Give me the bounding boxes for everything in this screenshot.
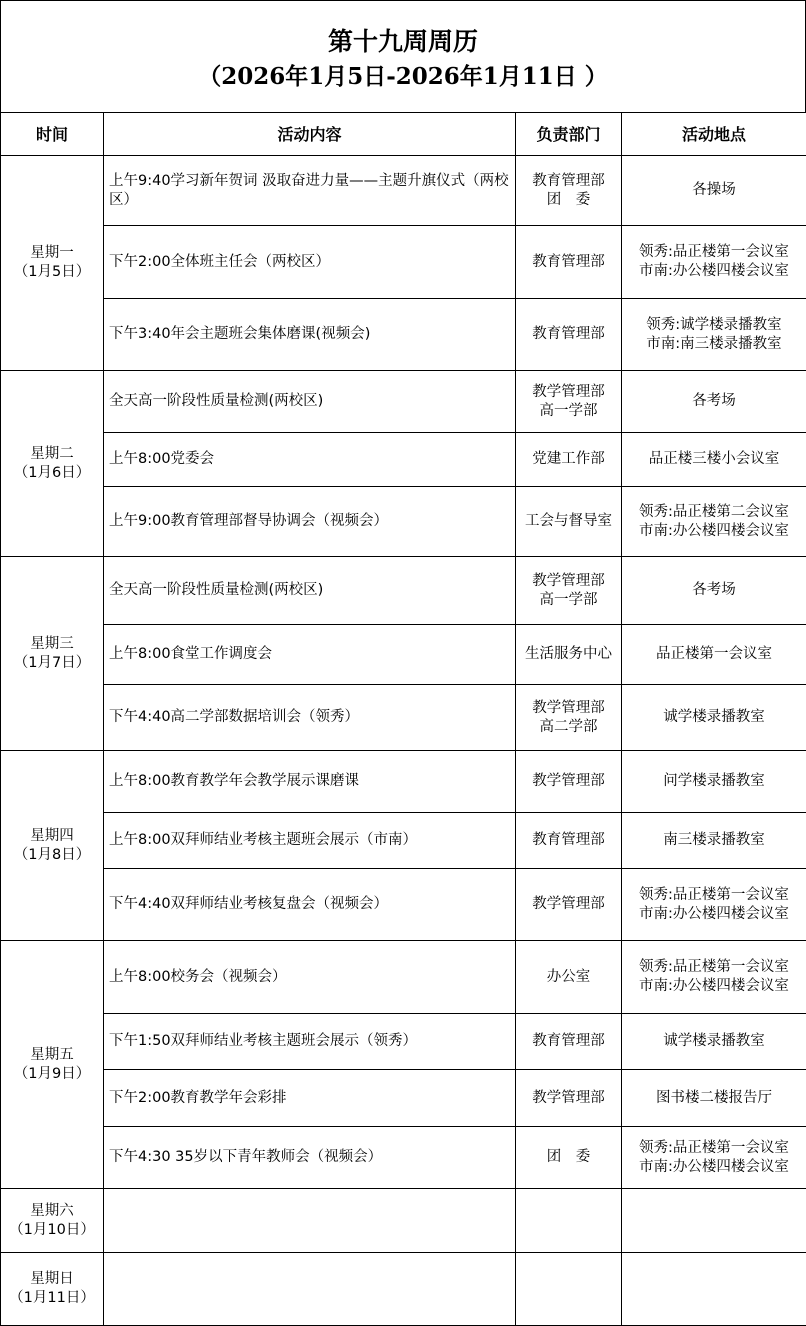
day-date: （1月10日） xyxy=(1,1221,103,1240)
day-cell xyxy=(1,156,104,371)
event-row xyxy=(1,625,806,685)
activity-location xyxy=(622,625,806,685)
activity-content: 上午8:00校务会（视频会） xyxy=(104,941,516,1014)
location-line: 品正楼三楼小会议室 xyxy=(622,450,806,469)
responsible-department xyxy=(516,156,622,226)
activity-location xyxy=(622,1127,806,1189)
responsible-department xyxy=(516,751,622,813)
activity-content: 下午2:00全体班主任会（两校区） xyxy=(104,226,516,299)
event-row xyxy=(1,1070,806,1127)
activity-location xyxy=(622,371,806,433)
activity-content: 全天高一阶段性质量检测(两校区) xyxy=(104,557,516,625)
day-name: 星期三 xyxy=(1,635,103,654)
responsible-department xyxy=(516,1127,622,1189)
location-line: 诚学楼录播教室 xyxy=(622,1032,806,1051)
activity-content: 上午8:00教育教学年会教学展示课磨课 xyxy=(104,751,516,813)
department-line: 团 委 xyxy=(516,191,621,210)
activity-location xyxy=(622,751,806,813)
activity-content: 下午3:40年会主题班会集体磨课(视频会) xyxy=(104,299,516,371)
department-line: 高一学部 xyxy=(516,402,621,421)
responsible-department xyxy=(516,1070,622,1127)
activity-content: 上午8:00党委会 xyxy=(104,433,516,487)
activity-location xyxy=(622,685,806,751)
location-line: 领秀:品正楼第一会议室 xyxy=(622,243,806,262)
day-date: （1月11日） xyxy=(1,1289,103,1308)
location-line: 市南:办公楼四楼会议室 xyxy=(622,522,806,541)
department-line: 教学管理部 xyxy=(516,1089,621,1108)
header-department: 负责部门 xyxy=(516,113,622,156)
department-line: 教育管理部 xyxy=(516,831,621,850)
event-row xyxy=(1,156,806,226)
event-row xyxy=(1,487,806,557)
responsible-department xyxy=(516,1253,622,1326)
event-row xyxy=(1,685,806,751)
event-row xyxy=(1,299,806,371)
event-row xyxy=(1,1189,806,1253)
event-row xyxy=(1,813,806,869)
activity-content: 下午4:40高二学部数据培训会（领秀） xyxy=(104,685,516,751)
department-line: 生活服务中心 xyxy=(516,645,621,664)
department-line: 团 委 xyxy=(516,1148,621,1167)
department-line: 高一学部 xyxy=(516,591,621,610)
activity-location xyxy=(622,487,806,557)
activity-location xyxy=(622,941,806,1014)
day-name: 星期六 xyxy=(1,1202,103,1221)
activity-content: 上午9:40学习新年贺词 汲取奋进力量——主题升旗仪式（两校区） xyxy=(104,156,516,226)
department-line: 教育管理部 xyxy=(516,172,621,191)
activity-content: 下午4:30 35岁以下青年教师会（视频会） xyxy=(104,1127,516,1189)
activity-location xyxy=(622,813,806,869)
day-name: 星期日 xyxy=(1,1270,103,1289)
event-row xyxy=(1,1253,806,1326)
activity-location xyxy=(622,1070,806,1127)
location-line: 领秀:品正楼第一会议室 xyxy=(622,1139,806,1158)
location-line: 领秀:品正楼第二会议室 xyxy=(622,503,806,522)
day-cell xyxy=(1,557,104,751)
activity-content: 上午9:00教育管理部督导协调会（视频会） xyxy=(104,487,516,557)
day-name: 星期一 xyxy=(1,244,103,263)
location-line: 市南:南三楼录播教室 xyxy=(622,335,806,354)
activity-content xyxy=(104,1253,516,1326)
responsible-department xyxy=(516,685,622,751)
location-line: 各考场 xyxy=(622,392,806,411)
activity-location xyxy=(622,226,806,299)
header-location: 活动地点 xyxy=(622,113,806,156)
responsible-department xyxy=(516,869,622,941)
location-line: 诚学楼录播教室 xyxy=(622,708,806,727)
responsible-department xyxy=(516,557,622,625)
department-line: 办公室 xyxy=(516,968,621,987)
day-date: （1月9日） xyxy=(1,1065,103,1084)
activity-location xyxy=(622,869,806,941)
event-row xyxy=(1,371,806,433)
date-range: （2026年1月5日-2026年1月11日 ） xyxy=(1,62,805,92)
department-line: 教学管理部 xyxy=(516,699,621,718)
activity-location xyxy=(622,156,806,226)
location-line: 问学楼录播教室 xyxy=(622,772,806,791)
department-line: 教育管理部 xyxy=(516,1032,621,1051)
page-title: 第十九周周历 xyxy=(1,27,805,57)
location-line: 各操场 xyxy=(622,181,806,200)
day-name: 星期二 xyxy=(1,445,103,464)
responsible-department xyxy=(516,941,622,1014)
day-cell xyxy=(1,941,104,1189)
event-row xyxy=(1,433,806,487)
day-cell xyxy=(1,751,104,941)
activity-location xyxy=(622,1014,806,1070)
activity-content: 下午4:40双拜师结业考核复盘会（视频会） xyxy=(104,869,516,941)
department-line: 工会与督导室 xyxy=(516,512,621,531)
day-date: （1月8日） xyxy=(1,846,103,865)
day-date: （1月7日） xyxy=(1,654,103,673)
activity-content: 下午1:50双拜师结业考核主题班会展示（领秀） xyxy=(104,1014,516,1070)
day-cell xyxy=(1,1253,104,1326)
department-line: 教学管理部 xyxy=(516,572,621,591)
day-cell xyxy=(1,1189,104,1253)
header-time: 时间 xyxy=(1,113,104,156)
activity-location xyxy=(622,1189,806,1253)
department-line: 教学管理部 xyxy=(516,895,621,914)
activity-content: 全天高一阶段性质量检测(两校区) xyxy=(104,371,516,433)
header-content: 活动内容 xyxy=(104,113,516,156)
header-row xyxy=(1,113,806,156)
activity-location xyxy=(622,557,806,625)
responsible-department xyxy=(516,433,622,487)
event-row xyxy=(1,869,806,941)
location-line: 图书楼二楼报告厅 xyxy=(622,1089,806,1108)
department-line: 高二学部 xyxy=(516,718,621,737)
location-line: 各考场 xyxy=(622,581,806,600)
activity-content: 上午8:00双拜师结业考核主题班会展示（市南） xyxy=(104,813,516,869)
event-row xyxy=(1,557,806,625)
responsible-department xyxy=(516,487,622,557)
event-row xyxy=(1,941,806,1014)
day-date: （1月5日） xyxy=(1,263,103,282)
location-line: 领秀:诚学楼录播教室 xyxy=(622,316,806,335)
location-line: 市南:办公楼四楼会议室 xyxy=(622,905,806,924)
responsible-department xyxy=(516,299,622,371)
activity-location xyxy=(622,299,806,371)
responsible-department xyxy=(516,1014,622,1070)
responsible-department xyxy=(516,625,622,685)
day-name: 星期四 xyxy=(1,827,103,846)
day-cell xyxy=(1,371,104,557)
department-line: 教学管理部 xyxy=(516,772,621,791)
location-line: 领秀:品正楼第一会议室 xyxy=(622,886,806,905)
event-row xyxy=(1,226,806,299)
location-line: 市南:办公楼四楼会议室 xyxy=(622,1158,806,1177)
activity-location xyxy=(622,1253,806,1326)
responsible-department xyxy=(516,226,622,299)
event-row xyxy=(1,1014,806,1070)
activity-content: 下午2:00教育教学年会彩排 xyxy=(104,1070,516,1127)
department-line: 党建工作部 xyxy=(516,450,621,469)
location-line: 南三楼录播教室 xyxy=(622,831,806,850)
department-line: 教育管理部 xyxy=(516,253,621,272)
event-row xyxy=(1,1127,806,1189)
location-line: 品正楼第一会议室 xyxy=(622,645,806,664)
activity-content: 上午8:00食堂工作调度会 xyxy=(104,625,516,685)
activity-location xyxy=(622,433,806,487)
day-date: （1月6日） xyxy=(1,464,103,483)
responsible-department xyxy=(516,371,622,433)
department-line: 教学管理部 xyxy=(516,383,621,402)
event-row xyxy=(1,751,806,813)
responsible-department xyxy=(516,813,622,869)
department-line: 教育管理部 xyxy=(516,325,621,344)
calendar-title xyxy=(0,0,806,112)
location-line: 领秀:品正楼第一会议室 xyxy=(622,958,806,977)
location-line: 市南:办公楼四楼会议室 xyxy=(622,977,806,996)
activity-content xyxy=(104,1189,516,1253)
responsible-department xyxy=(516,1189,622,1253)
location-line: 市南:办公楼四楼会议室 xyxy=(622,262,806,281)
weekly-calendar-table xyxy=(0,112,806,1326)
day-name: 星期五 xyxy=(1,1046,103,1065)
